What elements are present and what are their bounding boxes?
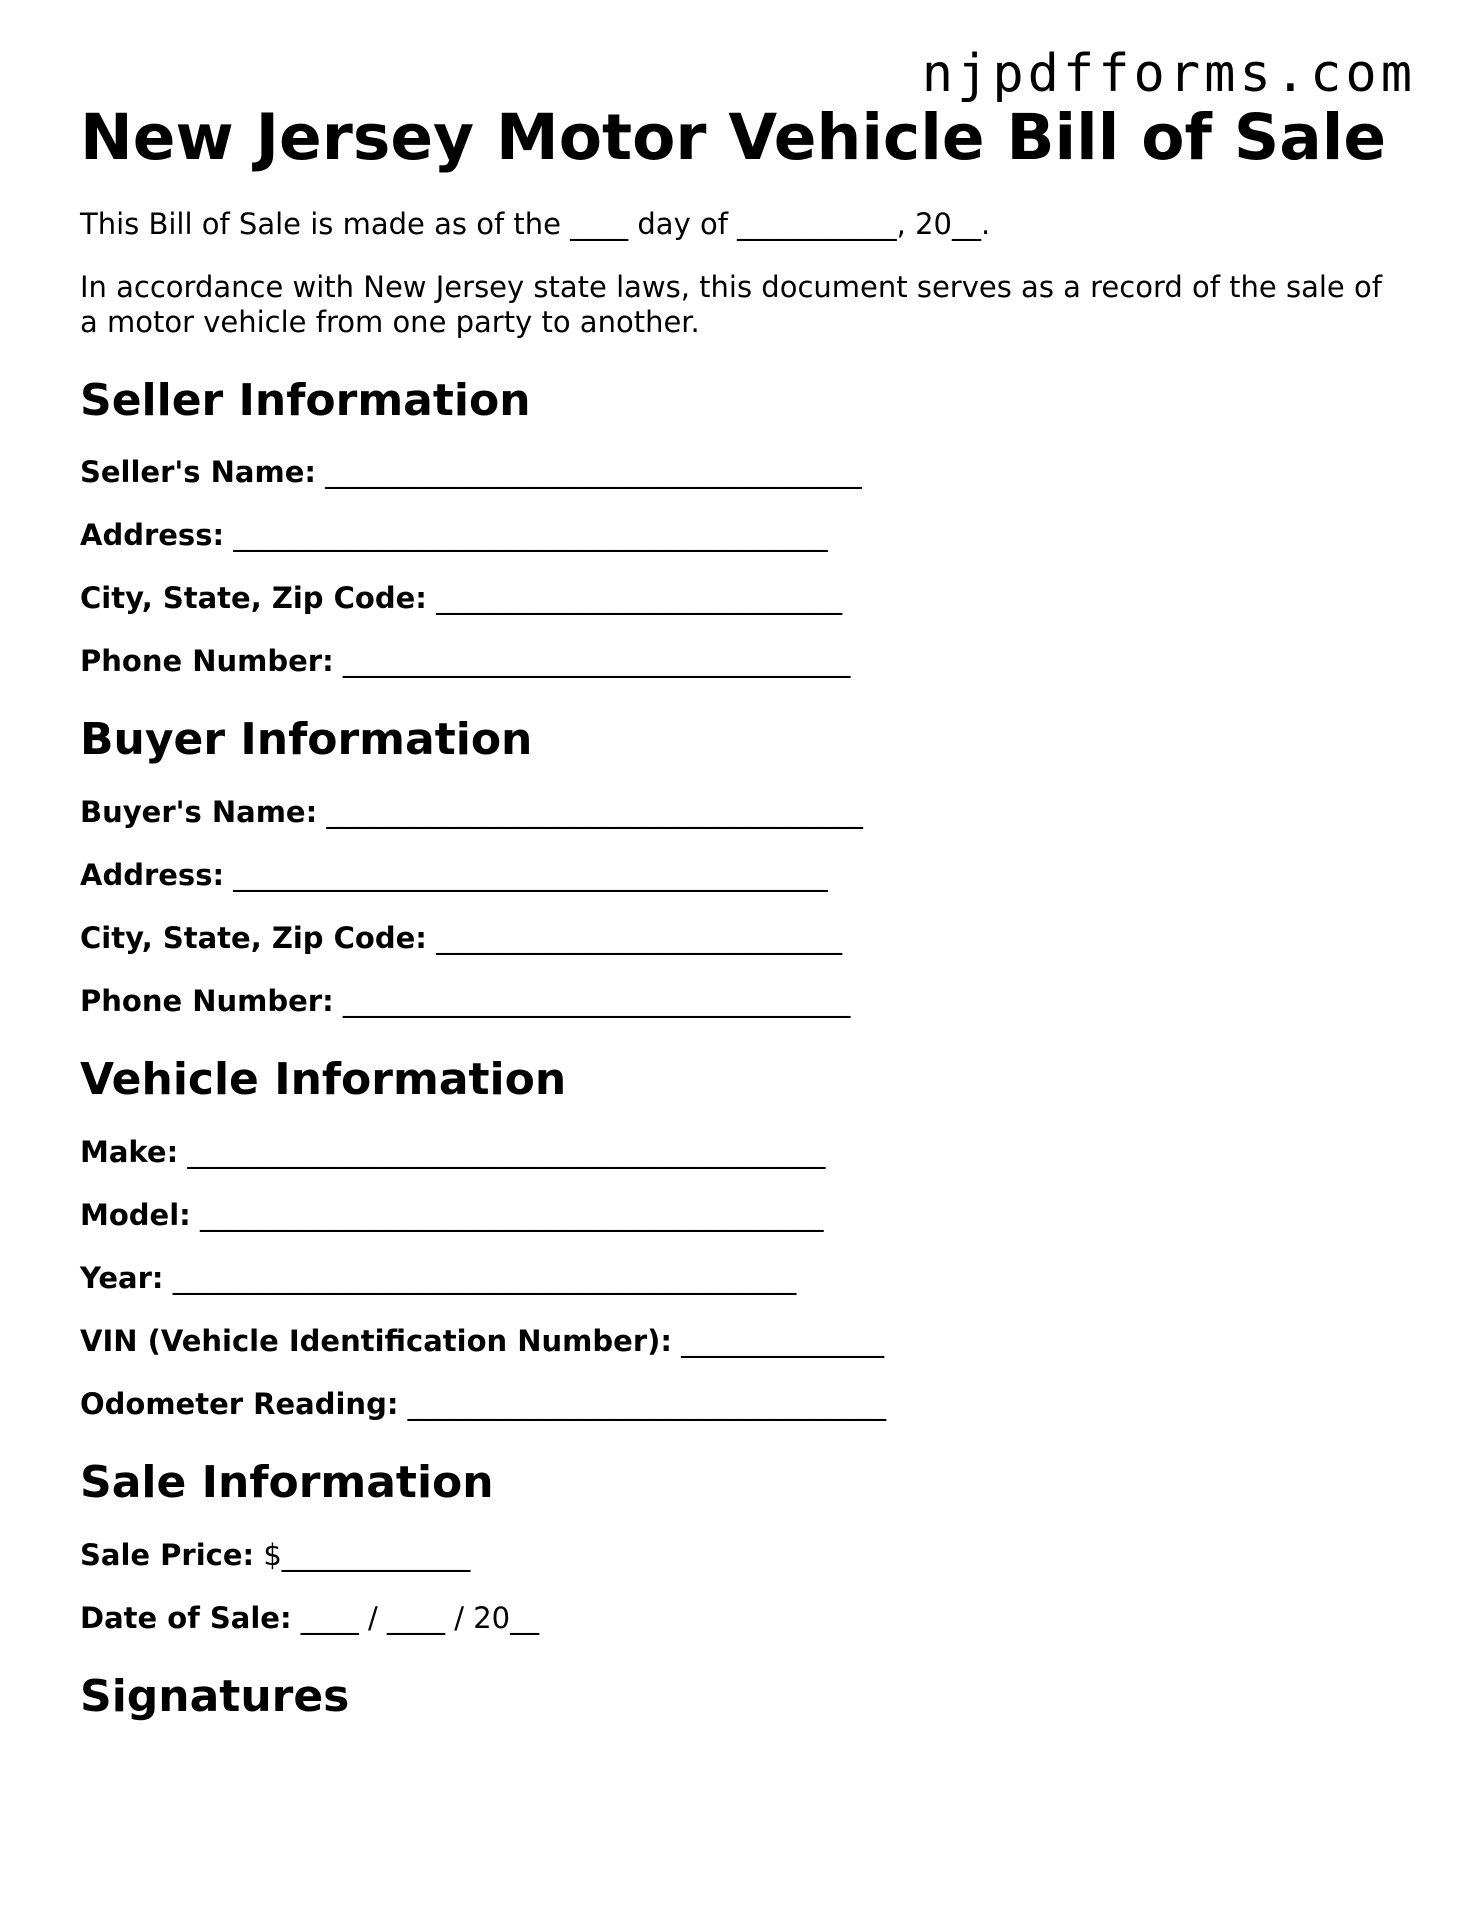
- sale-price-blank[interactable]: $_____________: [254, 1537, 471, 1572]
- site-watermark: njpdfforms.com: [921, 44, 1416, 104]
- vehicle-vin-label: VIN (Vehicle Identification Number):: [80, 1323, 672, 1358]
- seller-phone-label: Phone Number:: [80, 644, 334, 679]
- buyer-address-blank[interactable]: _________________________________________: [224, 858, 828, 893]
- vehicle-heading: Vehicle Information: [80, 1054, 567, 1106]
- seller-address-blank[interactable]: _________________________________________: [224, 518, 828, 553]
- buyer-address-field: [80, 858, 1400, 893]
- vehicle-model-field: [80, 1198, 1400, 1233]
- buyer-city-field: [80, 921, 1400, 956]
- sale-section: [80, 1457, 1400, 1636]
- seller-city-field: [80, 581, 1400, 616]
- vehicle-year-blank[interactable]: ___________________________________________: [163, 1260, 797, 1295]
- document-page: [80, 100, 1400, 1724]
- seller-address-label: Address:: [80, 518, 225, 553]
- buyer-name-blank[interactable]: _____________________________________: [317, 795, 863, 830]
- vehicle-vin-field: [80, 1324, 1400, 1359]
- buyer-phone-label: Phone Number:: [80, 984, 334, 1019]
- signatures-section: [80, 1671, 1400, 1724]
- vehicle-make-field: [80, 1135, 1400, 1170]
- seller-section: [80, 375, 1400, 680]
- vehicle-year-label: Year:: [80, 1260, 164, 1295]
- seller-name-field: [80, 455, 1400, 490]
- seller-name-blank[interactable]: _____________________________________: [315, 455, 862, 490]
- buyer-city-label: City, State, Zip Code:: [80, 921, 427, 956]
- vehicle-section: [80, 1054, 1400, 1422]
- vehicle-year-field: [80, 1261, 1400, 1296]
- document-title: New Jersey Motor Vehicle Bill of Sale: [80, 101, 1387, 174]
- sale-date-field: [80, 1601, 1400, 1636]
- seller-address-field: [80, 518, 1400, 553]
- sale-price-label: Sale Price:: [80, 1537, 255, 1572]
- buyer-section: [80, 714, 1400, 1019]
- intro-date-line: This Bill of Sale is made as of the ____ day of ___________, 20__.: [80, 206, 991, 241]
- buyer-heading: Buyer Information: [80, 714, 533, 766]
- buyer-phone-field: [80, 984, 1400, 1019]
- buyer-name-field: [80, 795, 1400, 830]
- seller-phone-field: [80, 644, 1400, 679]
- seller-heading: Seller Information: [80, 374, 531, 426]
- sale-heading: Sale Information: [80, 1456, 494, 1508]
- vehicle-odometer-field: [80, 1387, 1400, 1422]
- buyer-address-label: Address:: [80, 858, 225, 893]
- vehicle-odometer-label: Odometer Reading:: [80, 1386, 399, 1421]
- sale-date-label: Date of Sale:: [80, 1600, 292, 1635]
- seller-name-label: Seller's Name:: [80, 455, 316, 490]
- intro-description: In accordance with New Jersey state laws, this document serves as a record of the sale of a motor vehicle from one party to another.: [80, 269, 1382, 339]
- seller-city-blank[interactable]: ____________________________: [426, 581, 843, 616]
- seller-city-label: City, State, Zip Code:: [80, 581, 427, 616]
- buyer-name-label: Buyer's Name:: [80, 795, 318, 830]
- seller-phone-blank[interactable]: ___________________________________: [333, 644, 851, 679]
- sale-price-field: [80, 1538, 1400, 1573]
- buyer-city-blank[interactable]: ____________________________: [426, 921, 843, 956]
- vehicle-make-label: Make:: [80, 1134, 179, 1169]
- vehicle-model-blank[interactable]: ___________________________________________: [190, 1197, 824, 1232]
- vehicle-vin-blank[interactable]: ______________: [671, 1323, 885, 1358]
- vehicle-make-blank[interactable]: ____________________________________________: [178, 1134, 826, 1169]
- signatures-heading: Signatures: [80, 1670, 350, 1722]
- sale-date-blank[interactable]: ____ / ____ / 20__: [291, 1600, 540, 1635]
- buyer-phone-blank[interactable]: ___________________________________: [333, 984, 851, 1019]
- vehicle-odometer-blank[interactable]: _________________________________: [398, 1386, 887, 1421]
- vehicle-model-label: Model:: [80, 1197, 191, 1232]
